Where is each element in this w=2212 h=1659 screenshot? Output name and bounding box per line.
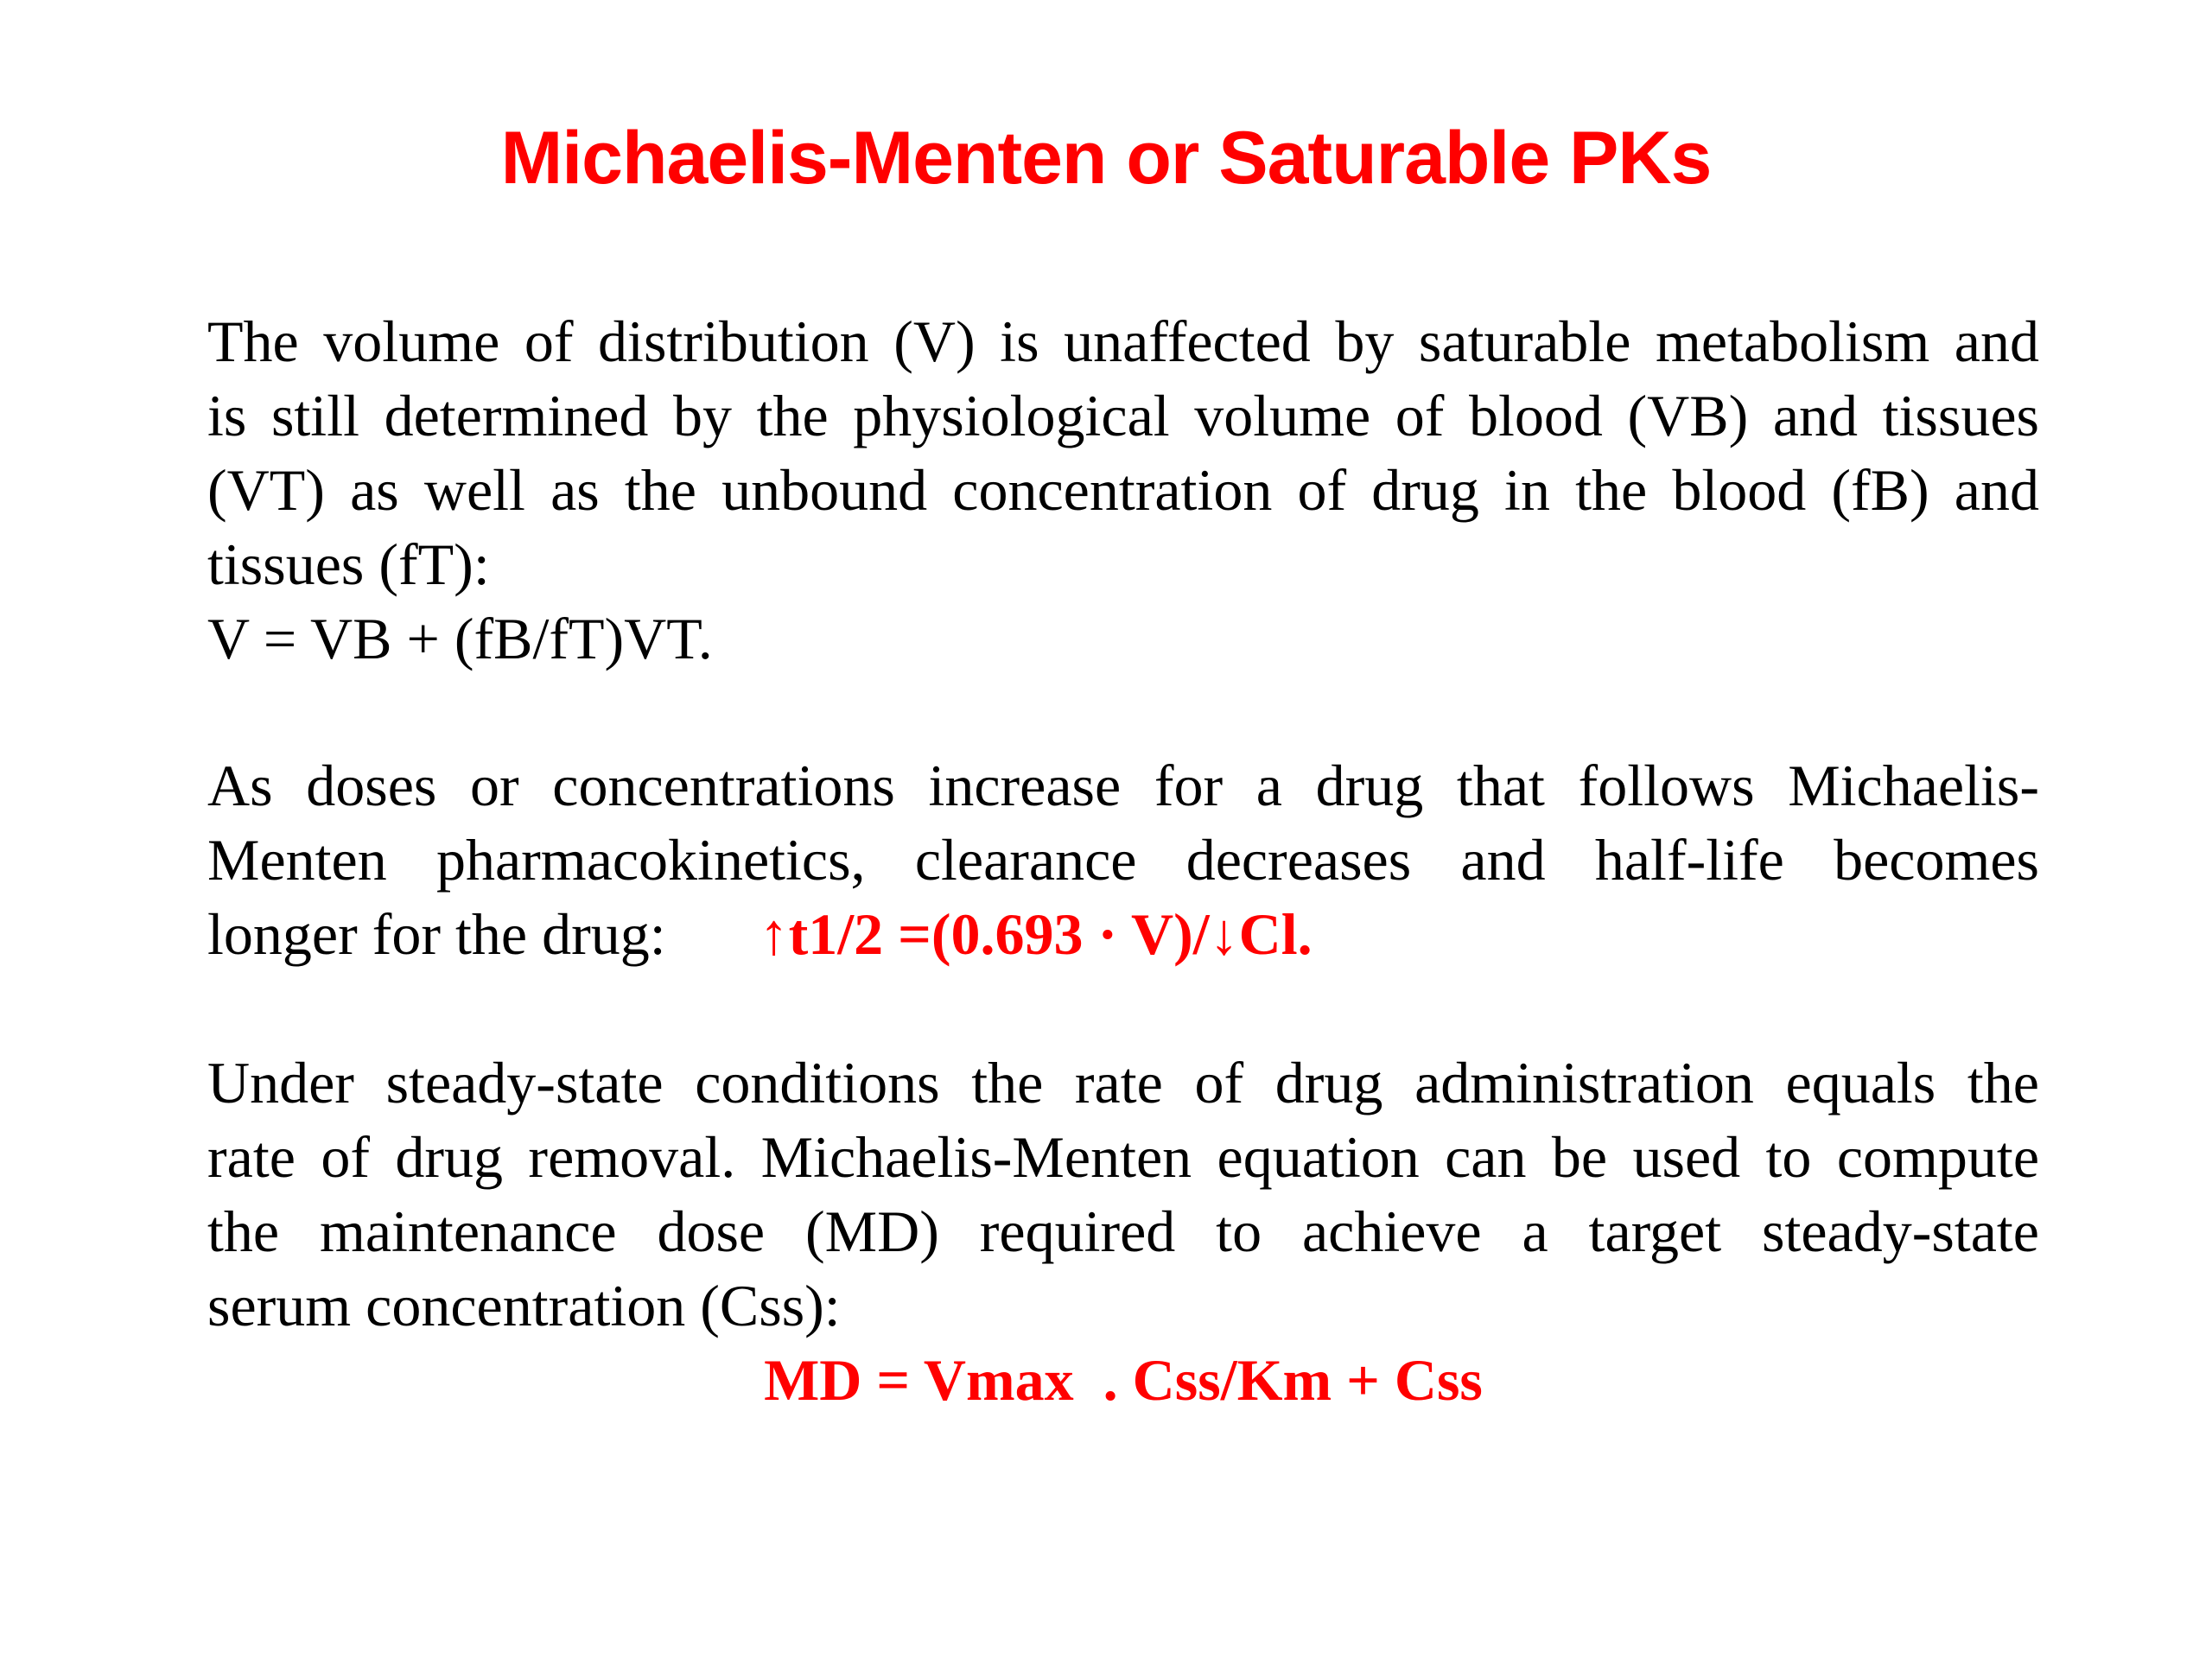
paragraph-maintenance-dose: [207, 1046, 2039, 1417]
text-line: is still determined by the physiological volume of blood (VB) and tissues: [207, 383, 2039, 448]
maintenance-dose-formula: MD = Vmax . Css/Km + Css: [764, 1347, 1483, 1413]
text-line: tissues (fT):: [207, 531, 490, 597]
text-line-with-formula: [207, 897, 2039, 971]
text-line: longer for the drug:: [207, 901, 666, 967]
volume-equation: V = VB + (fB/fT)VT.: [207, 606, 713, 671]
text-line: As doses or concentrations increase for a drug that follows Michaelis-: [207, 753, 2039, 818]
half-life-formula: ↑t1/2 =(0.693 · V)/↓Cl.: [759, 901, 1313, 967]
text-line: Menten pharmacokinetics, clearance decreases and half-life becomes: [207, 827, 2039, 893]
text-line: serum concentration (Css):: [207, 1273, 841, 1338]
paragraph-volume-of-distribution: [207, 304, 2039, 676]
text-line: the maintenance dose (MD) required to achieve a target steady-state: [207, 1198, 2039, 1264]
text-line: (VT) as well as the unbound concentration of drug in the blood (fB) and: [207, 457, 2039, 523]
text-line: rate of drug removal. Michaelis-Menten equation can be used to compute: [207, 1124, 2039, 1190]
slide-title: Michaelis-Menten or Saturable PKs: [500, 117, 1712, 200]
text-line: Under steady-state conditions the rate of drug administration equals the: [207, 1050, 2039, 1116]
paragraph-clearance-half-life: [207, 748, 2039, 971]
text-line: The volume of distribution (V) is unaffected by saturable metabolism and: [207, 308, 2039, 374]
